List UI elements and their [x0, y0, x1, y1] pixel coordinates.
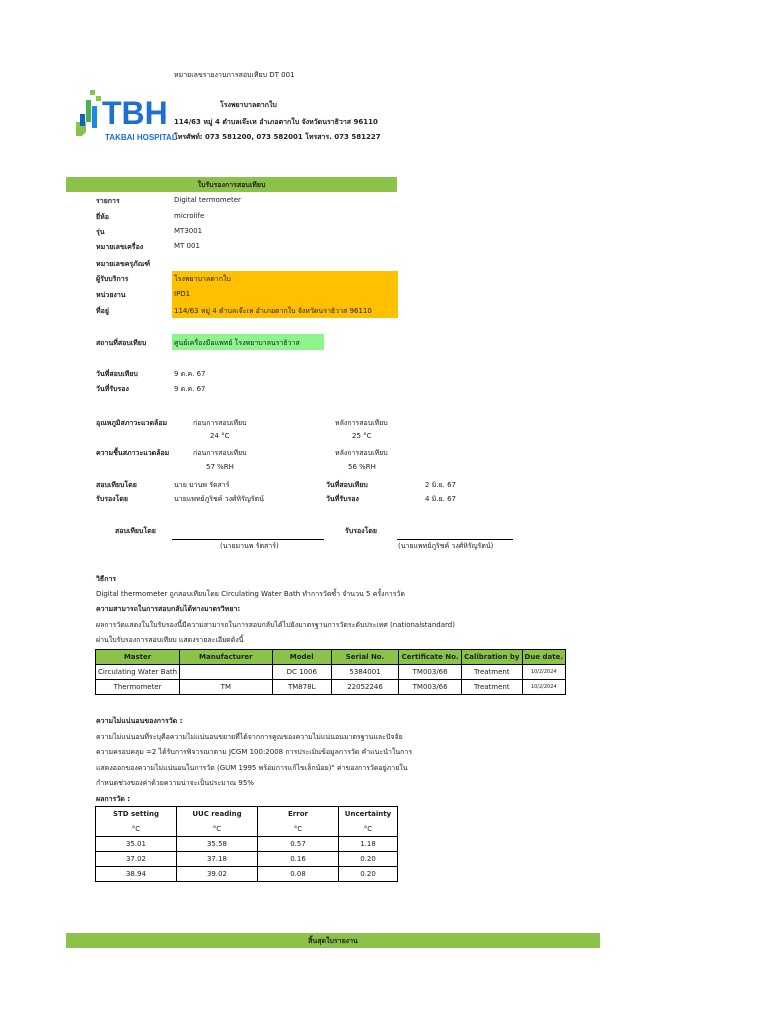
address-label: ที่อยู่ [96, 307, 109, 315]
table-row [96, 867, 398, 882]
table-cell: 0.57 [258, 837, 339, 852]
table-cell: 0.08 [258, 867, 339, 882]
table-cell: 39.02 [177, 867, 258, 882]
table-cell: TM [180, 680, 273, 695]
temp-before-label: ก่อนการสอบเทียบ [193, 419, 247, 427]
end-of-report-text: สิ้นสุดใบรายงาน [308, 937, 358, 945]
uncertainty-heading: ความไม่แน่นอนของการวัด : [96, 717, 183, 725]
table-cell: 37.02 [96, 852, 177, 867]
table-cell: 5384001 [331, 665, 398, 680]
brand-value: microlife [174, 212, 205, 220]
col-calibration-by: Calibration by [462, 650, 522, 665]
unit-cell: °C [339, 822, 398, 837]
signature-right-label: รับรองโดย [345, 527, 377, 535]
end-of-report-bar [66, 933, 600, 948]
hospital-phone: โทรศัพท์: 073 581200, 073 582001 โทรสาร. 073 581227 [174, 133, 381, 141]
signature-right-name: (นายแพทย์ภูริชค์ วงศ์หิรัญรัตน์) [398, 542, 494, 550]
hum-before-value: 57 %RH [206, 463, 234, 471]
table-cell: 10/2/2024 [522, 680, 565, 695]
table-cell: 0.20 [339, 852, 398, 867]
table-cell: Treatment [462, 680, 522, 695]
hospital-address: 114/63 หมู่ 4 ตำบลเจ๊ะเห อำเภอตากใบ จังหวัดนราธิวาส 96110 [174, 118, 378, 126]
table-cell: TM003/66 [399, 665, 462, 680]
cert-date-value: 9 ต.ค. 67 [174, 385, 206, 393]
table-row [96, 852, 398, 867]
method-heading: วิธีการ [96, 575, 117, 583]
uncertainty-line-2: ความครอบคลุม =2 ได้รับการพิจารณาตาม JCGM 100:2008 การประเมินข้อมูลการวัด คำแนะนำในการ [96, 748, 413, 756]
address-value: 114/63 หมู่ 4 ตำบลเจ๊ะเห อำเภอตากใบ จังหวัดนราธิวาส 96110 [174, 307, 372, 315]
results-units-row [96, 822, 398, 837]
temperature-label: อุณหภูมิสภาวะแวดล้อม [96, 419, 168, 427]
results-table [95, 806, 398, 882]
serial-value: MT 001 [174, 242, 200, 250]
temp-after-value: 25 °C [352, 432, 372, 440]
report-number: หมายเลขรายงานการสอบเทียบ DT 001 [174, 71, 295, 79]
serial-label: หมายเลขเครื่อง [96, 243, 144, 251]
table-cell: TM003/66 [399, 680, 462, 695]
unit-cell: °C [258, 822, 339, 837]
table-cell: 0.16 [258, 852, 339, 867]
results-heading: ผลการวัด : [96, 795, 131, 803]
signature-left-name: (นายมานพ รัตสาร์) [220, 542, 279, 550]
client-value: โรงพยาบาลตากใบ [174, 275, 231, 283]
humidity-label: ความชื้นสภาวะแวดล้อม [96, 449, 170, 457]
unit-value: IPD1 [174, 290, 191, 298]
table-cell: 10/2/2024 [522, 665, 565, 680]
calibrated-date-label: วันที่สอบเทียบ [326, 481, 368, 489]
signature-right-line [397, 539, 513, 540]
cert-date-label: วันที่รับรอง [96, 385, 129, 393]
table-cell: 22052246 [331, 680, 398, 695]
unit-cell: °C [96, 822, 177, 837]
cal-date-label: วันที่สอบเทียบ [96, 370, 138, 378]
uncertainty-line-3: แสดงออกของความไม่แน่นอนในการวัด (GUM 1995 พร้อมการแก้ไขเล็กน้อย)" ค่าของการวัดอยู่ภายใน [96, 764, 408, 772]
results-header-row [96, 807, 398, 822]
certified-by-label: รับรองโดย [96, 495, 128, 503]
client-label: ผู้รับบริการ [96, 275, 129, 283]
unit-label: หน่วยงาน [96, 291, 126, 299]
logo-subtext: TAKBAI HOSPITAL [105, 133, 177, 142]
table-cell: Circulating Water Bath [96, 665, 180, 680]
model-value: MT3001 [174, 227, 203, 235]
col-due-date: Due date. [522, 650, 565, 665]
certified-by-value: นายแพทย์ภูริชค์ วงศ์หิรัญรัตน์ [174, 495, 264, 503]
signature-left-label: สอบเทียบโดย [115, 527, 156, 535]
temp-after-label: หลังการสอบเทียบ [335, 419, 388, 427]
table-row [96, 680, 566, 695]
place-value: ศูนย์เครื่องมือแพทย์ โรงพยาบาลนราธิวาส [174, 339, 300, 347]
certified-date-label: วันที่รับรอง [326, 495, 359, 503]
traceability-text: ผลการวัดแสดงในใบรับรองนี้มีความสามารถในการสอบกลับได้ไปยังมาตรฐานการวัดระดับประเทศ (nationalstandard) [96, 621, 455, 629]
logo-text: TBH [102, 95, 168, 131]
unit-cell: °C [177, 822, 258, 837]
table-cell: 0.20 [339, 867, 398, 882]
certificate-title: ใบรับรองการสอบเทียบ [197, 181, 266, 189]
table-cell: DC 1006 [272, 665, 331, 680]
col-model: Model [272, 650, 331, 665]
table-cell: 35.58 [177, 837, 258, 852]
calibrated-date-value: 2 มิ.ย. 67 [425, 481, 456, 489]
table-cell [180, 665, 273, 680]
model-label: รุ่น [96, 228, 105, 236]
table-cell: 37.18 [177, 852, 258, 867]
col-manufacturer: Manufacturer [180, 650, 273, 665]
certificate-title-bar [66, 177, 397, 192]
hum-before-label: ก่อนการสอบเทียบ [193, 449, 247, 457]
table-cell: 1.18 [339, 837, 398, 852]
item-value: Digital termometer [174, 196, 241, 204]
table-row [96, 665, 566, 680]
uncertainty-line-4: กำหนดช่วงของค่าด้วยความน่าจะเป็นประมาณ 95% [96, 779, 254, 787]
master-table-header [96, 650, 566, 665]
hospital-name: โรงพยาบาลตากใบ [220, 101, 277, 109]
place-label: สถานที่สอบเทียบ [96, 339, 147, 347]
hum-after-value: 56 %RH [348, 463, 376, 471]
hum-after-label: หลังการสอบเทียบ [335, 449, 388, 457]
table-cell: Thermometer [96, 680, 180, 695]
method-text: Digital thermometer ถูกสอบเทียบโดย Circulating Water Bath ทำการวัดซ้ำ จำนวน 5 ครั้งการวัด [96, 590, 405, 598]
cal-date-value: 9 ต.ค. 67 [174, 370, 206, 378]
col-certificate: Certificate No. [399, 650, 462, 665]
col-uncertainty: Uncertainty [339, 807, 398, 822]
col-uuc-reading: UUC reading [177, 807, 258, 822]
table-cell: Treatment [462, 665, 522, 680]
signature-left-line [172, 539, 324, 540]
traceability-text-2: ผ่านใบรับรองการสอบเทียบ แสดงรายละเอียดดังนี้ [96, 636, 244, 644]
brand-label: ยี่ห้อ [96, 213, 109, 221]
hospital-logo [72, 88, 177, 152]
asset-label: หมายเลขครุภัณฑ์ [96, 260, 151, 268]
traceability-heading: ความสามารถในการสอบกลับได้ทางมาตรวิทยา: [96, 605, 241, 613]
col-master: Master [96, 650, 180, 665]
table-cell: 38.94 [96, 867, 177, 882]
temp-before-value: 24 °C [210, 432, 230, 440]
col-serial: Serial No. [331, 650, 398, 665]
table-cell: TM878L [272, 680, 331, 695]
item-label: รายการ [96, 197, 120, 205]
table-cell: 35.01 [96, 837, 177, 852]
col-error: Error [258, 807, 339, 822]
table-row [96, 837, 398, 852]
certified-date-value: 4 มิ.ย. 67 [425, 495, 456, 503]
master-equipment-table [95, 649, 566, 695]
uncertainty-line-1: ความไม่แน่นอนที่ระบุคือความไม่แน่นอนขยายที่ได้จากการคูณของความไม่แน่นอนมาตรฐานและปัจจัย [96, 733, 403, 741]
calibrated-by-value: นาย มานพ รัตสาร์ [174, 481, 230, 489]
calibrated-by-label: สอบเทียบโดย [96, 481, 137, 489]
col-std-setting: STD setting [96, 807, 177, 822]
